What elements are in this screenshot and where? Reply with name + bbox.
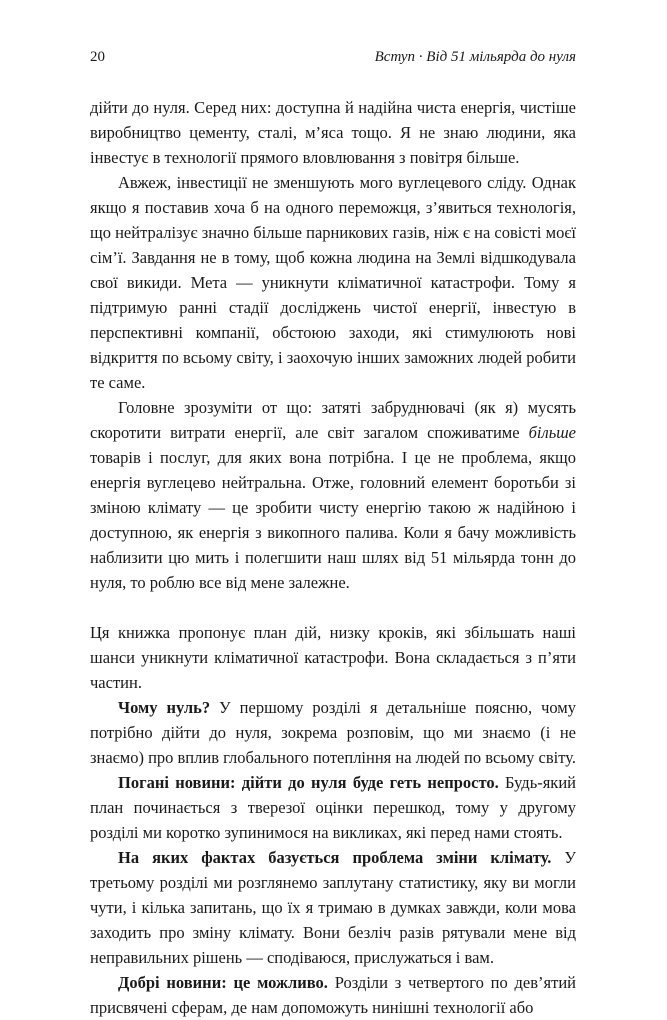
part-title: На яких фактах базується проблема зміни клімату. [118, 848, 552, 867]
paragraph-text: У третьому розділі ми розглянемо заплутану статистику, яку ви могли чути, і кілька запитань, що їх я тримаю в думках завжди, коли мова заходить про зміну клімату. Вони безліч разів рятували мене від неправильних рішень — сподіваюся, прислужаться і вам. [90, 848, 577, 967]
paragraph-text: Головне зрозуміти от що: затяті забруднювачі (як я) мусять скоротити витрати енергії, але світ загалом споживатиме [90, 398, 576, 442]
page-body [90, 95, 576, 1020]
paragraph-continued [90, 95, 576, 170]
part-description [90, 770, 576, 845]
part-title: Чому нуль? [118, 698, 211, 717]
paragraph-text: дійти до нуля. Серед них: доступна й надійна чиста енергія, чистіше виробництво цементу, сталі, м’яса тощо. Я не знаю людини, яка інвестує в технології прямого вловлювання з повітря більше. [90, 98, 576, 167]
paragraph-text: Розділи з четвертого по дев’ятий присвячені сферам, де нам допоможуть нинішні технології або [90, 973, 576, 1017]
paragraph-text: товарів і послуг, для яких вона потрібна. І це не проблема, якщо енергія вуглецево нейтральна. Отже, головний елемент боротьби зі зміною клімату — це зробити чисту енергію такою ж надійною і доступною, як енергія з викопного палива. Коли я бачу можливість наблизити цю мить і полегшити наш шлях від 51 мільярда тонн до нуля, то роблю все від мене залежне. [90, 448, 576, 592]
page-number: 20 [90, 49, 105, 65]
paragraph [90, 170, 576, 395]
italic-emphasis: більше [528, 423, 576, 442]
page-header [90, 49, 576, 69]
section-intro-paragraph [90, 620, 576, 695]
paragraph-text: Ця книжка пропонує план дій, низку кроків, які збільшать наші шанси уникнути кліматичної катастрофи. Вона складається з п’яти частин. [90, 623, 576, 692]
part-description [90, 695, 576, 770]
part-description [90, 970, 576, 1020]
paragraph-text: Будь-який план починається з тверезої оцінки перешкод, тому у другому розділі ми коротко зупинимося на викликах, які перед нами стоять. [90, 773, 576, 842]
part-title: Погані новини: дійти до нуля буде геть непросто. [118, 773, 499, 792]
running-title: Вступ · Від 51 мільярда до нуля [374, 49, 576, 65]
part-description [90, 845, 576, 970]
paragraph [90, 395, 576, 595]
paragraph-text: У першому розділі я детальніше поясню, чому потрібно дійти до нуля, зокрема розповім, що ми знаємо (і не знаємо) про вплив глобального потепління на людей по всьому світу. [90, 698, 576, 767]
paragraph-text: Авжеж, інвестиції не зменшують мого вуглецевого сліду. Однак якщо я поставив хоча б на одного переможця, з’явиться технологія, що нейтралізує значно більше парникових газів, ніж є на совісті моєї сім’ї. Завдання не в тому, щоб кожна людина на Землі відшкодувала свої викиди. Мета — уникнути кліматичної катастрофи. Тому я підтримую ранні стадії досліджень чистої енергії, інвестую в перспективні компанії, обстоюю заходи, які стимулюють нові відкриття по всьому світу, і заохочую інших заможних людей робити те саме. [90, 173, 576, 392]
part-title: Добрі новини: це можливо. [118, 973, 328, 992]
